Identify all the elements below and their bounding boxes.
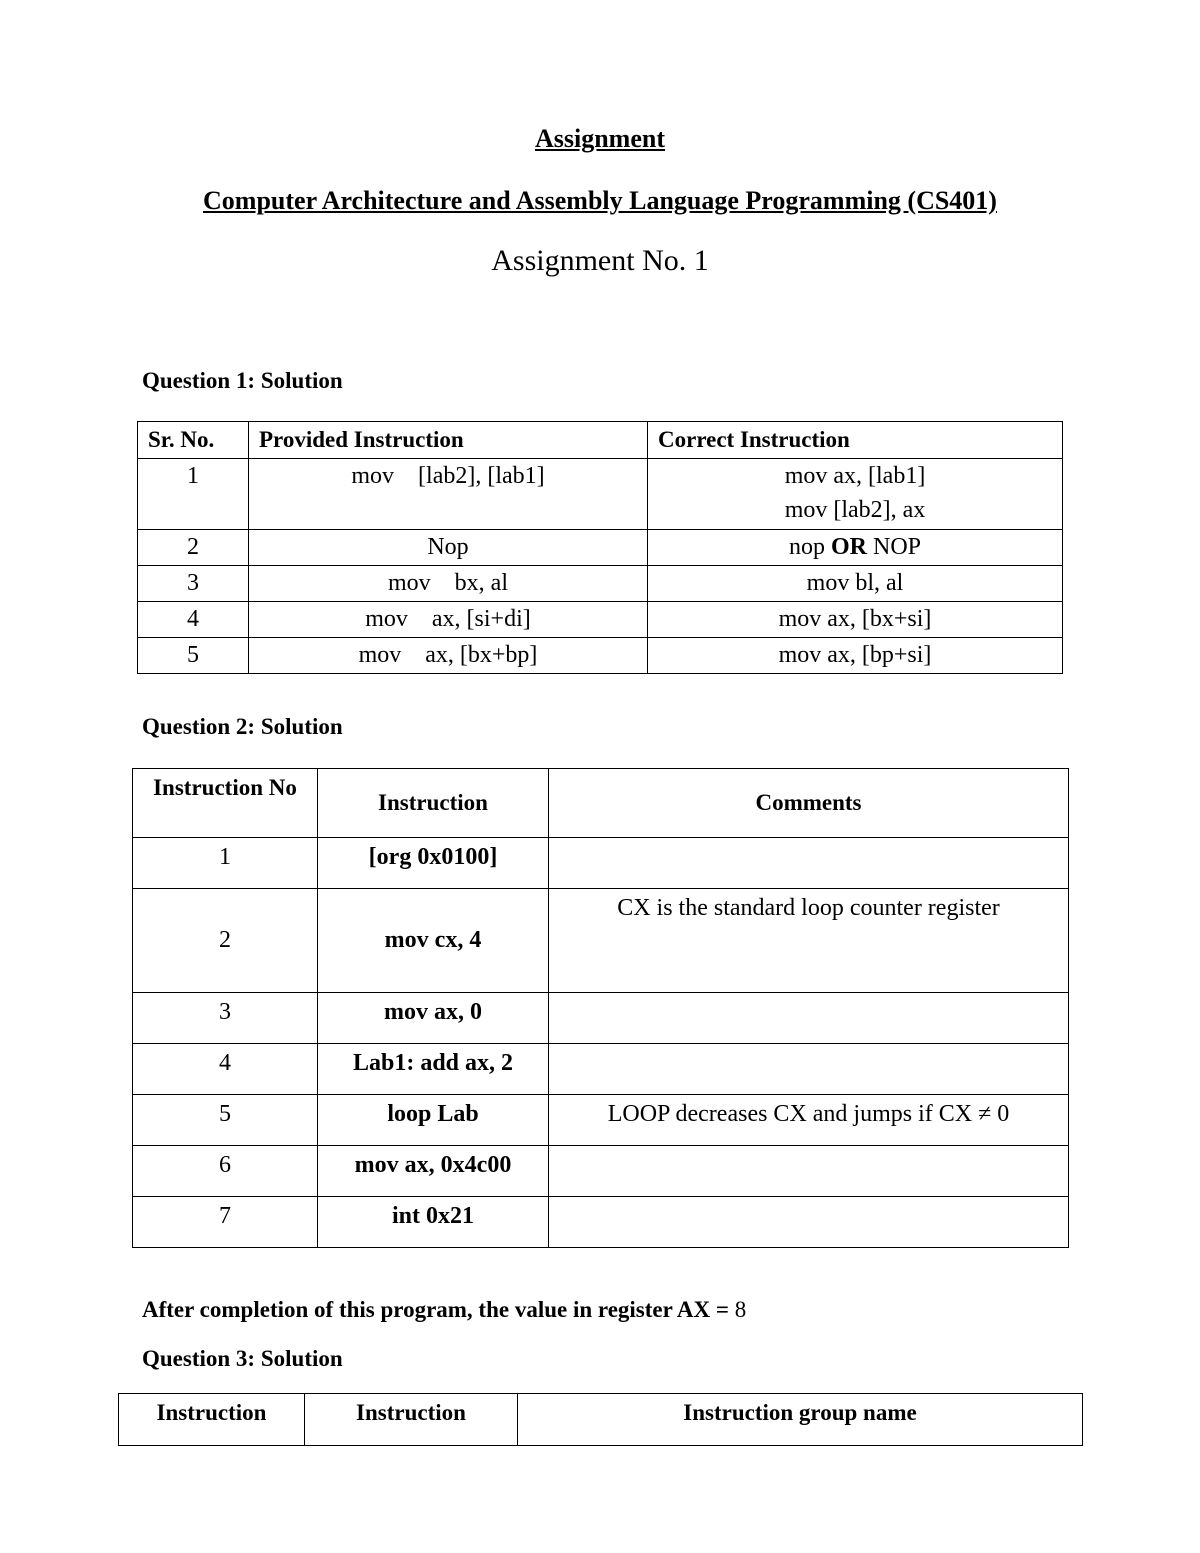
instruction-cell: Lab1: add ax, 2: [318, 1044, 549, 1095]
comment-cell: LOOP decreases CX and jumps if CX ≠ 0: [549, 1095, 1069, 1146]
provided-instruction-cell: Nop: [249, 530, 648, 566]
table-row: [138, 602, 1063, 638]
column-header: Instruction group name: [518, 1394, 1083, 1446]
column-header: Sr. No.: [138, 422, 249, 459]
instruction-cell: mov cx, 4: [318, 889, 549, 993]
ax-result-value: 8: [734, 1297, 747, 1322]
comment-cell: [549, 1146, 1069, 1197]
sr-no-cell: 3: [138, 566, 249, 602]
correct-instruction-line: mov ax, [lab1]: [784, 463, 926, 489]
instruction-cell: int 0x21: [318, 1197, 549, 1248]
provided-instruction-cell: mov ax, [si+di]: [249, 602, 648, 638]
correct-instruction-part: nop: [788, 534, 831, 560]
correct-instruction-line: mov [lab2], ax: [784, 497, 926, 523]
table-row: [133, 1197, 1069, 1248]
provided-instruction-cell: mov [lab2], [lab1]: [249, 459, 648, 530]
table-row: [133, 1095, 1069, 1146]
instruction-cell: loop Lab: [318, 1095, 549, 1146]
question-3-table: [118, 1393, 1083, 1446]
table-row: [138, 530, 1063, 566]
assignment-number: Assignment No. 1: [491, 244, 709, 277]
table-row: [133, 889, 1069, 993]
provided-instruction-cell: mov bx, al: [249, 566, 648, 602]
table-row: [133, 1044, 1069, 1095]
sr-no-cell: 1: [138, 459, 249, 530]
table-header-row: [138, 422, 1063, 459]
instruction-no-cell: 7: [133, 1197, 318, 1248]
course-title: Computer Architecture and Assembly Language Programming (CS401): [203, 186, 997, 215]
table-row: [138, 566, 1063, 602]
table-row: [133, 838, 1069, 889]
or-keyword: OR: [830, 534, 867, 560]
table-row: [138, 459, 1063, 530]
column-header: Comments: [549, 769, 1069, 838]
table-header-row: [119, 1394, 1083, 1446]
table-row: [133, 993, 1069, 1044]
sr-no-cell: 4: [138, 602, 249, 638]
instruction-no-cell: 4: [133, 1044, 318, 1095]
column-header: Provided Instruction: [249, 422, 648, 459]
table-row: [138, 638, 1063, 674]
question-2-heading: Question 2: Solution: [142, 714, 343, 739]
document-title: Assignment: [534, 124, 665, 153]
question-1-table: [137, 421, 1063, 674]
column-header: Instruction: [318, 769, 549, 838]
instruction-no-cell: 1: [133, 838, 318, 889]
column-header: Instruction: [305, 1394, 518, 1446]
correct-instruction-cell: mov ax, [bp+si]: [648, 638, 1063, 674]
comment-cell: [549, 838, 1069, 889]
correct-instruction-part: NOP: [866, 534, 921, 560]
correct-instruction-cell: [648, 530, 1063, 566]
instruction-no-cell: 6: [133, 1146, 318, 1197]
comment-cell: CX is the standard loop counter register: [549, 889, 1069, 993]
instruction-no-cell: 2: [133, 889, 318, 993]
instruction-no-cell: 5: [133, 1095, 318, 1146]
sr-no-cell: 5: [138, 638, 249, 674]
instruction-cell: mov ax, 0x4c00: [318, 1146, 549, 1197]
comment-cell: [549, 1044, 1069, 1095]
column-header: Instruction: [119, 1394, 305, 1446]
instruction-cell: mov ax, 0: [318, 993, 549, 1044]
table-row: [133, 1146, 1069, 1197]
instruction-no-cell: 3: [133, 993, 318, 1044]
correct-instruction-cell: [648, 459, 1063, 530]
question-3-heading: Question 3: Solution: [142, 1346, 343, 1371]
table-header-row: [133, 769, 1069, 838]
ax-result-statement: [142, 1297, 746, 1323]
sr-no-cell: 2: [138, 530, 249, 566]
ax-result-label: After completion of this program, the value in register AX =: [142, 1297, 735, 1322]
comment-cell: [549, 993, 1069, 1044]
column-header: Correct Instruction: [648, 422, 1063, 459]
column-header: Instruction No: [133, 769, 318, 838]
correct-instruction-cell: mov bl, al: [648, 566, 1063, 602]
comment-cell: [549, 1197, 1069, 1248]
provided-instruction-cell: mov ax, [bx+bp]: [249, 638, 648, 674]
question-1-heading: Question 1: Solution: [142, 368, 343, 393]
question-2-table: [132, 768, 1069, 1248]
instruction-cell: [org 0x0100]: [318, 838, 549, 889]
correct-instruction-cell: mov ax, [bx+si]: [648, 602, 1063, 638]
